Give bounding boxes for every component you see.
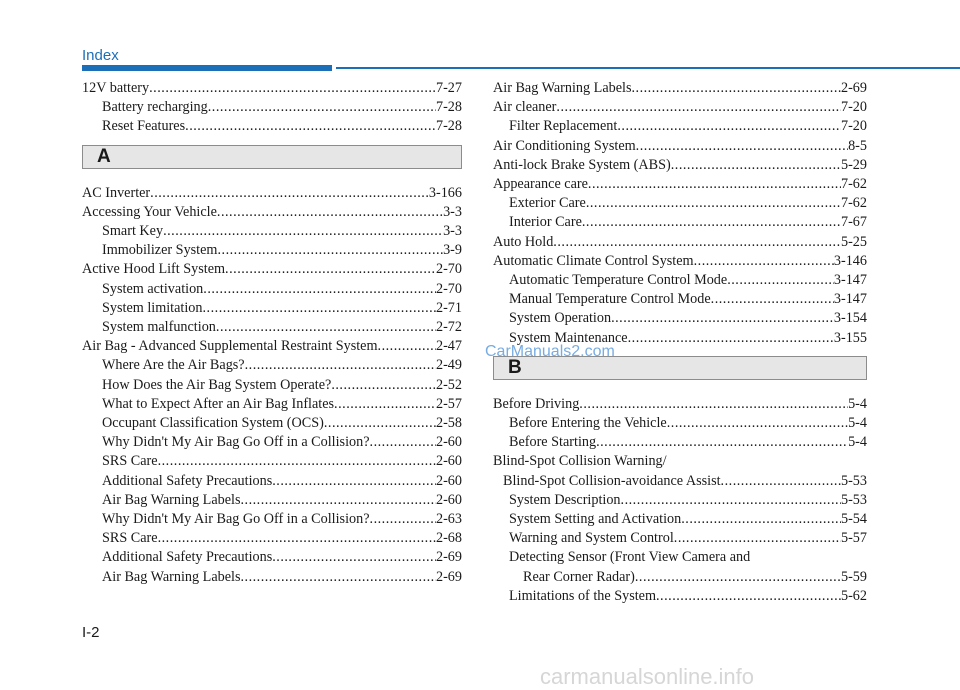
leader-dots xyxy=(203,299,436,318)
entry-text: What to Expect After an Air Bag Inflates xyxy=(102,395,335,412)
index-entry xyxy=(493,156,867,175)
leader-dots xyxy=(711,290,834,309)
index-entry xyxy=(493,271,867,290)
left-a-entries xyxy=(82,184,462,587)
entry-text: System Description xyxy=(509,491,621,508)
entry-page: 2-57 xyxy=(435,395,462,412)
entry-page: 3-166 xyxy=(428,184,462,201)
header-bar-thin xyxy=(336,67,960,69)
index-entry xyxy=(82,337,462,356)
entry-page: 3-9 xyxy=(443,242,462,259)
index-entry xyxy=(82,356,462,375)
entry-text: System malfunction xyxy=(102,319,216,336)
entry-text: Warning and System Control xyxy=(509,530,674,547)
index-entry xyxy=(82,222,462,241)
entry-page: 2-52 xyxy=(435,376,462,393)
entry-page: 7-62 xyxy=(840,195,867,212)
entry-text: Occupant Classification System (OCS) xyxy=(102,415,324,432)
index-entry xyxy=(82,414,462,433)
page-number: I-2 xyxy=(82,624,100,641)
index-entry xyxy=(82,433,462,452)
index-entry xyxy=(493,213,867,232)
entry-page: 5-62 xyxy=(840,587,867,604)
entry-text: Limitations of the System xyxy=(509,587,656,604)
index-entry xyxy=(82,529,462,548)
index-column-left xyxy=(82,79,462,587)
entry-text: Before Entering the Vehicle xyxy=(509,415,667,432)
entry-text: Air Conditioning System xyxy=(493,137,636,154)
leader-dots xyxy=(671,156,841,175)
entry-page: 3-155 xyxy=(833,329,867,346)
leader-dots xyxy=(582,213,841,232)
entry-text: Reset Features xyxy=(102,118,186,135)
entry-page: 5-4 xyxy=(848,415,867,432)
leader-dots xyxy=(334,395,436,414)
leader-dots xyxy=(158,529,436,548)
leader-dots xyxy=(370,433,436,452)
detecting-sensor-line1: Detecting Sensor (Front View Camera and xyxy=(509,549,751,566)
index-entry xyxy=(493,194,867,213)
entry-text: Immobilizer System xyxy=(102,242,218,259)
entry-text: Air Bag Warning Labels xyxy=(102,491,241,508)
entry-page: 3-3 xyxy=(443,223,462,240)
leader-dots xyxy=(628,329,834,348)
index-entry xyxy=(493,98,867,117)
entry-page: 2-49 xyxy=(435,357,462,374)
entry-text: System Maintenance xyxy=(509,329,628,346)
entry-text: Why Didn't My Air Bag Go Off in a Collision? xyxy=(102,511,370,528)
entry-page: 7-28 xyxy=(435,99,462,116)
entry-text: Air Bag Warning Labels xyxy=(102,568,241,585)
entry-text: 12V battery xyxy=(82,80,150,96)
index-entry xyxy=(493,395,867,414)
leader-dots xyxy=(324,414,436,433)
leader-dots xyxy=(272,548,436,567)
index-entry xyxy=(82,117,462,136)
entry-text: Why Didn't My Air Bag Go Off in a Collision? xyxy=(102,434,370,451)
index-entry xyxy=(493,175,867,194)
leader-dots xyxy=(596,433,848,452)
entry-page: 2-63 xyxy=(435,511,462,528)
index-entry xyxy=(493,137,867,156)
entry-text: Accessing Your Vehicle xyxy=(82,203,217,220)
entry-text: SRS Care xyxy=(102,530,158,547)
entry-page: 2-69 xyxy=(840,80,867,96)
entry-page: 5-53 xyxy=(840,491,867,508)
index-entry xyxy=(493,414,867,433)
header-bar-thick xyxy=(82,65,332,71)
entry-page: 5-57 xyxy=(840,530,867,547)
entry-page: 7-67 xyxy=(840,214,867,231)
entry-page: 3-3 xyxy=(443,203,462,220)
bottom-watermark: carmanualsonline.info xyxy=(540,664,755,689)
leader-dots xyxy=(240,491,436,510)
entry-text: Where Are the Air Bags? xyxy=(102,357,245,374)
left-top-entries xyxy=(82,79,462,137)
entry-page: 2-69 xyxy=(435,549,462,566)
leader-dots xyxy=(216,318,436,337)
leader-dots xyxy=(681,510,841,529)
section-header-a xyxy=(82,145,462,169)
index-entry xyxy=(82,79,462,98)
section-letter-a: A xyxy=(97,145,111,167)
entry-text: System activation xyxy=(102,280,204,297)
index-entry xyxy=(82,241,462,260)
index-entry xyxy=(493,433,867,452)
entry-text: How Does the Air Bag System Operate? xyxy=(102,376,332,393)
leader-dots xyxy=(553,233,841,252)
leader-dots xyxy=(331,376,436,395)
leader-dots xyxy=(579,395,848,414)
entry-page: 2-69 xyxy=(435,568,462,585)
index-entry xyxy=(82,280,462,299)
right-b-before-driving xyxy=(493,395,867,453)
index-entry xyxy=(493,587,867,606)
entry-text: Additional Safety Precautions xyxy=(102,472,273,489)
leader-dots xyxy=(694,252,834,271)
entry-page: 5-53 xyxy=(840,472,867,489)
entry-text: Air cleaner xyxy=(493,99,557,116)
watermark-text: CarManuals2.com xyxy=(485,343,615,360)
index-header-title: Index xyxy=(82,47,119,64)
index-entry xyxy=(82,395,462,414)
entry-page: 5-4 xyxy=(848,395,867,412)
index-entry xyxy=(82,98,462,117)
right-a-entries xyxy=(493,79,867,348)
entry-page: 2-60 xyxy=(435,434,462,451)
entry-page: 7-27 xyxy=(435,80,462,96)
entry-page: 7-62 xyxy=(840,176,867,193)
entry-page: 2-60 xyxy=(435,491,462,508)
entry-text: Air Bag - Advanced Supplemental Restraint System xyxy=(82,338,378,355)
index-entry xyxy=(493,290,867,309)
index-entry xyxy=(493,491,867,510)
entry-page: 2-70 xyxy=(435,280,462,297)
entry-page: 8-5 xyxy=(848,137,867,154)
entry-page: 7-20 xyxy=(840,99,867,116)
entry-text: Automatic Temperature Control Mode xyxy=(509,272,728,289)
leader-dots xyxy=(621,491,841,510)
leader-dots xyxy=(185,117,436,136)
index-entry xyxy=(493,510,867,529)
entry-page: 3-146 xyxy=(833,252,867,269)
index-entry xyxy=(82,203,462,222)
leader-dots xyxy=(674,529,841,548)
index-entry xyxy=(82,472,462,491)
leader-dots xyxy=(588,175,841,194)
blind-spot-heading-line1: Blind-Spot Collision Warning/ xyxy=(493,453,667,470)
entry-text: Battery recharging xyxy=(102,99,208,116)
entry-page: 5-25 xyxy=(840,233,867,250)
entry-text: Manual Temperature Control Mode xyxy=(509,291,711,308)
leader-dots xyxy=(667,414,848,433)
right-blind-spot-subentries xyxy=(493,491,867,549)
index-entry xyxy=(82,548,462,567)
entry-text: Smart Key xyxy=(102,223,164,240)
index-entry xyxy=(493,568,867,587)
entry-page: 2-72 xyxy=(435,319,462,336)
leader-dots xyxy=(245,356,436,375)
index-entry xyxy=(493,309,867,328)
index-entry xyxy=(82,260,462,279)
index-entry xyxy=(493,529,867,548)
entry-page: 3-154 xyxy=(833,310,867,327)
index-entry xyxy=(82,184,462,203)
leader-dots xyxy=(272,472,436,491)
leader-dots xyxy=(225,260,436,279)
leader-dots xyxy=(378,337,436,356)
entry-page: 2-68 xyxy=(435,530,462,547)
entry-text: Automatic Climate Control System xyxy=(493,252,694,269)
leader-dots xyxy=(240,568,436,587)
leader-dots xyxy=(370,510,436,529)
entry-page: 2-58 xyxy=(435,415,462,432)
entry-text: Before Driving xyxy=(493,395,580,412)
entry-page: 5-54 xyxy=(840,511,867,528)
entry-text: SRS Care xyxy=(102,453,158,470)
entry-page: 7-20 xyxy=(840,118,867,135)
entry-page: 2-60 xyxy=(435,453,462,470)
leader-dots xyxy=(158,452,436,471)
leader-dots xyxy=(217,241,443,260)
index-entry xyxy=(82,510,462,529)
entry-page: 2-70 xyxy=(435,261,462,278)
entry-text: Active Hood Lift System xyxy=(82,261,226,278)
entry-text: Exterior Care xyxy=(509,195,586,212)
index-entry xyxy=(82,568,462,587)
entry-page: 2-71 xyxy=(435,299,462,316)
leader-dots xyxy=(721,472,841,491)
entry-text: Auto Hold xyxy=(493,233,554,250)
index-entry xyxy=(493,472,867,491)
index-entry xyxy=(493,117,867,136)
entry-text: Additional Safety Precautions xyxy=(102,549,273,566)
entry-page: 5-4 xyxy=(848,434,867,451)
leader-dots xyxy=(150,184,429,203)
entry-text: Appearance care xyxy=(493,176,588,193)
index-entry xyxy=(82,299,462,318)
leader-dots xyxy=(617,117,841,136)
leader-dots xyxy=(611,309,834,328)
index-entry xyxy=(493,252,867,271)
entry-text: System Setting and Activation xyxy=(509,511,682,528)
index-entry xyxy=(82,318,462,337)
entry-text: Before Starting xyxy=(509,434,597,451)
leader-dots xyxy=(203,280,436,299)
entry-page: 3-147 xyxy=(833,291,867,308)
entry-page: 7-28 xyxy=(435,118,462,135)
leader-dots xyxy=(149,79,436,98)
leader-dots xyxy=(656,587,841,606)
index-entry xyxy=(493,79,867,98)
index-entry xyxy=(82,491,462,510)
index-entry xyxy=(82,376,462,395)
entry-text: System limitation xyxy=(102,299,203,316)
leader-dots xyxy=(727,271,834,290)
leader-dots xyxy=(217,203,443,222)
entry-text: Rear Corner Radar) xyxy=(523,568,635,585)
index-entry xyxy=(493,233,867,252)
entry-page: 2-47 xyxy=(435,338,462,355)
entry-text: Filter Replacement xyxy=(509,118,618,135)
entry-page: 2-60 xyxy=(435,472,462,489)
entry-page: 5-59 xyxy=(840,568,867,585)
leader-dots xyxy=(556,98,841,117)
leader-dots xyxy=(586,194,841,213)
entry-text: System Operation xyxy=(509,310,612,327)
entry-text: Anti-lock Brake System (ABS) xyxy=(493,156,671,173)
leader-dots xyxy=(163,222,443,241)
leader-dots xyxy=(635,568,841,587)
leader-dots xyxy=(636,137,848,156)
leader-dots xyxy=(631,79,841,98)
entry-text: Blind-Spot Collision-avoidance Assist xyxy=(503,472,721,489)
entry-text: AC Inverter xyxy=(82,184,151,201)
index-entry xyxy=(82,452,462,471)
entry-text: Interior Care xyxy=(509,214,582,231)
entry-page: 5-29 xyxy=(840,156,867,173)
section-letter-b: B xyxy=(508,356,522,378)
leader-dots xyxy=(208,98,436,117)
entry-page: 3-147 xyxy=(833,272,867,289)
entry-text: Air Bag Warning Labels xyxy=(493,80,632,96)
